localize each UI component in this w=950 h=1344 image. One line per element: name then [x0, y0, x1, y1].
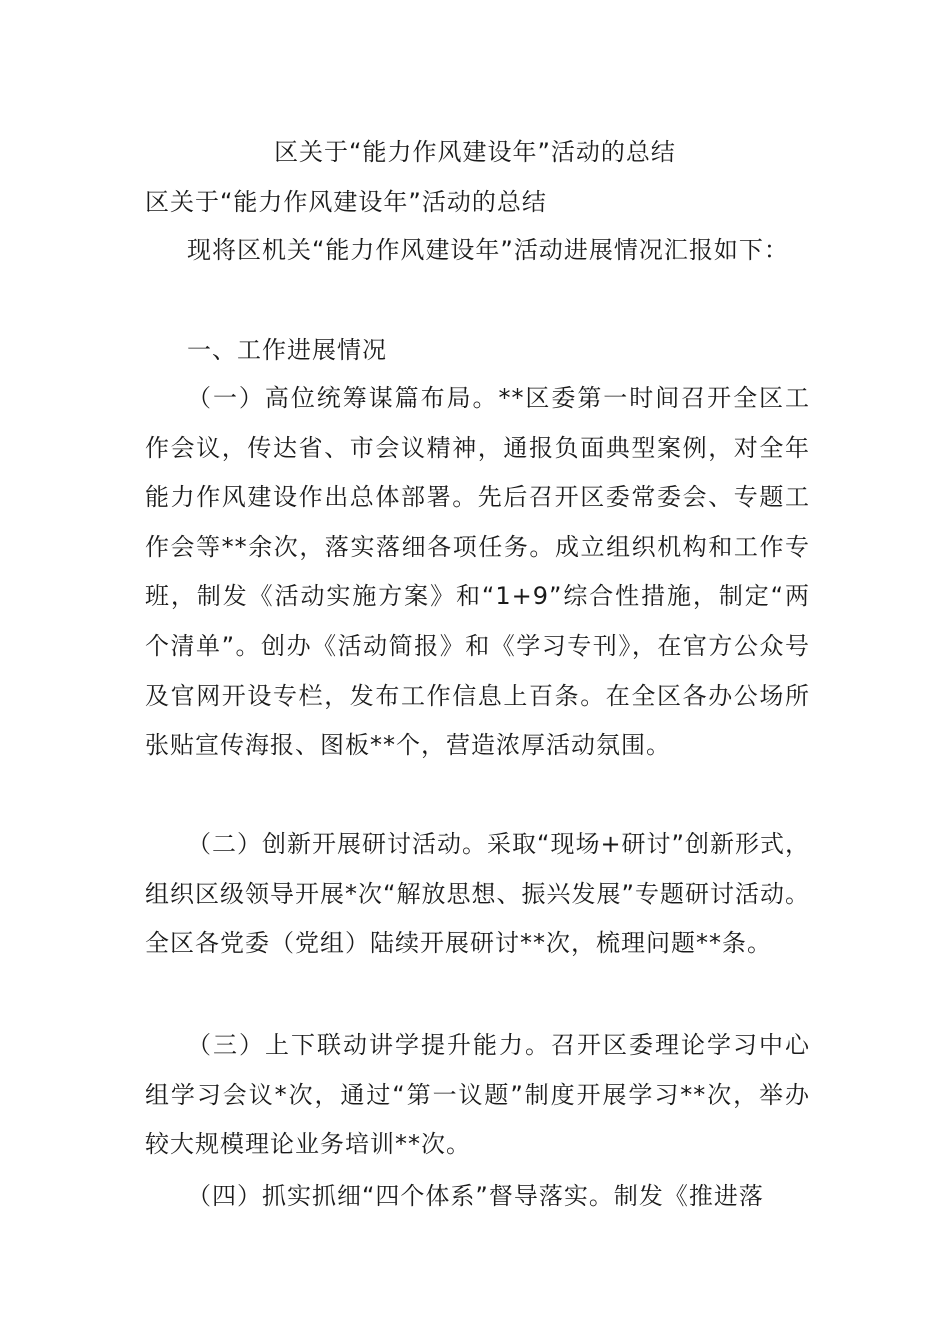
body-paragraph-4: （四）抓实抓细“四个体系”督导落实。制发《推进落 [187, 1182, 764, 1210]
body-paragraph-1: （一）高位统筹谋篇布局。**区委第一时间召开全区工作会议，传达省、市会议精神，通报负面典型案例，对全年能力作风建设作出总体部署。先后召开区委常委会、专题工作会等**余次，落实落细各项任务。成立组织机构和工作专班，制发《活动实施方案》和“1+9”综合性措施，制定“两个清单”。创办《活动简报》和《学习专刊》，在官方公众号及官网开设专栏，发布工作信息上百条。在全区各办公场所张贴宣传海报、图板**个，营造浓厚活动氛围。 [145, 384, 810, 760]
document-title: 区关于“能力作风建设年”活动的总结 [274, 138, 676, 166]
section-heading: 一、工作进展情况 [187, 336, 387, 364]
body-paragraph-2: （二）创新开展研讨活动。采取“现场+研讨”创新形式，组织区级领导开展*次“解放思想、振兴发展”专题研讨活动。全区各党委（党组）陆续开展研讨**次，梳理问题**条。 [145, 830, 810, 958]
document-subtitle: 区关于“能力作风建设年”活动的总结 [145, 188, 547, 216]
body-paragraph-3: （三）上下联动讲学提升能力。召开区委理论学习中心组学习会议*次，通过“第一议题”制度开展学习**次，举办较大规模理论业务培训**次。 [145, 1031, 810, 1159]
intro-paragraph: 现将区机关“能力作风建设年”活动进展情况汇报如下： [187, 236, 789, 264]
